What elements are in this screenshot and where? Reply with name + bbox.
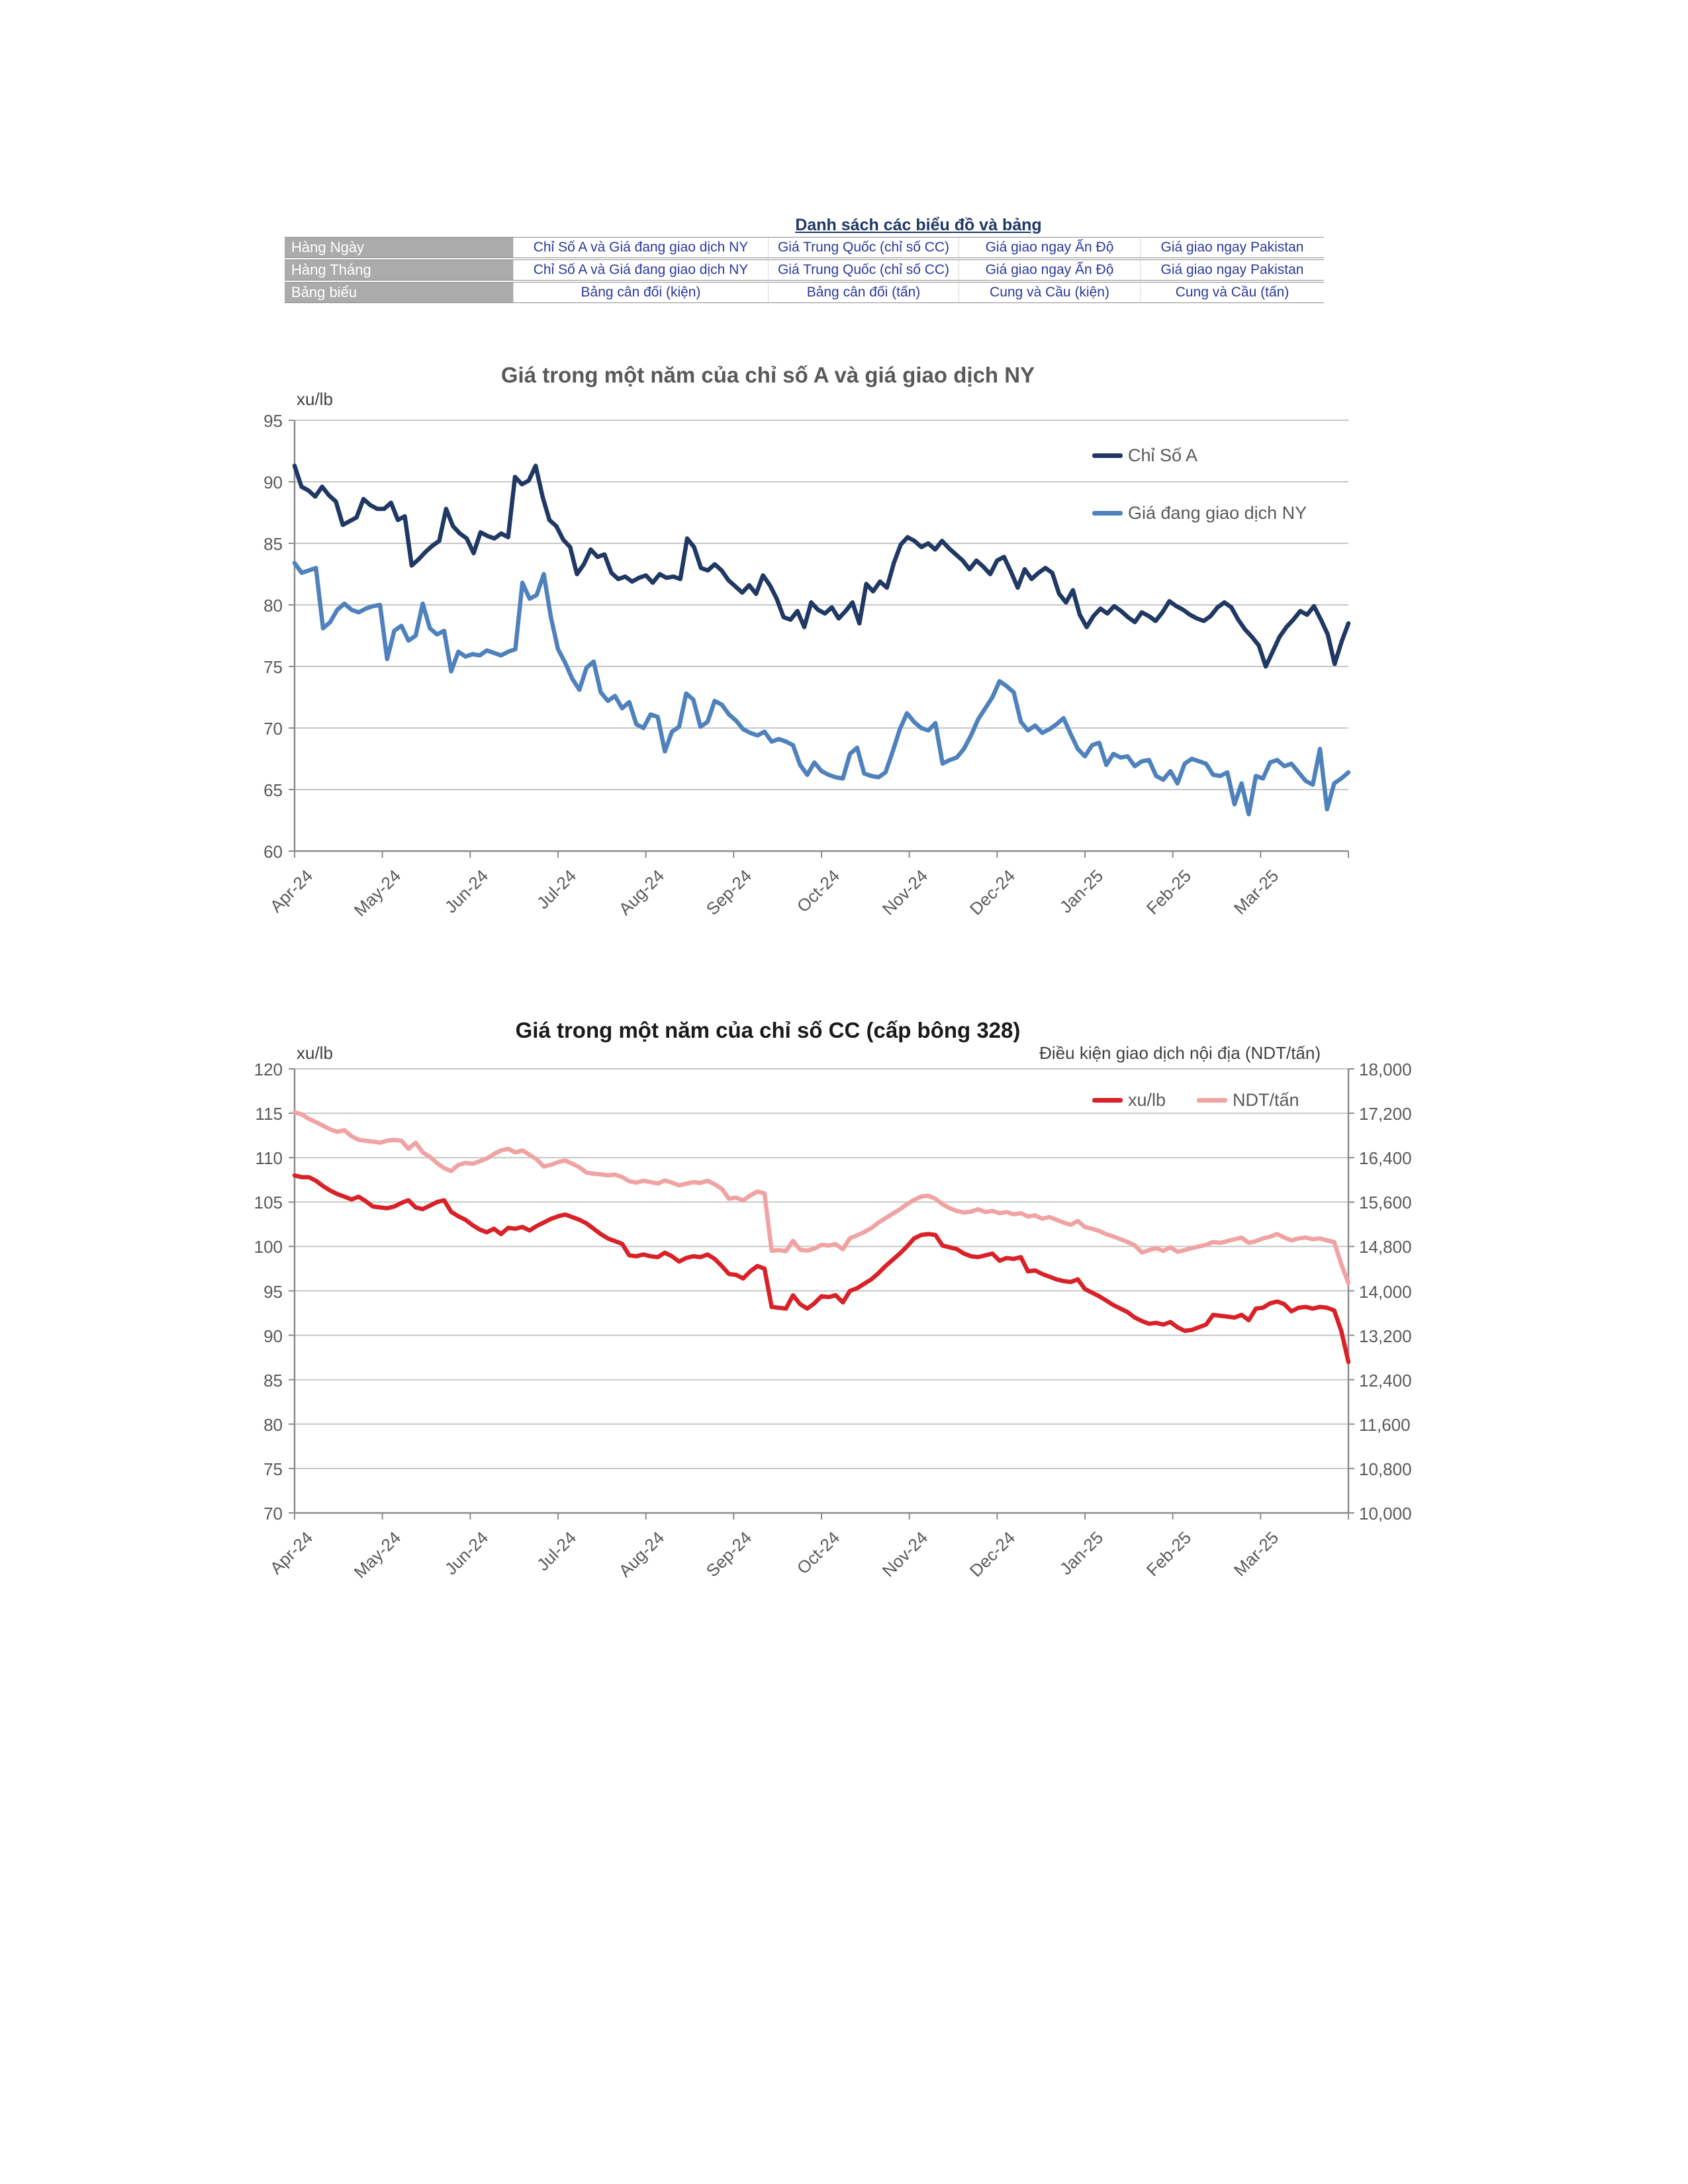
x-axis-tick-label: Jun-24 xyxy=(441,866,492,917)
y-axis-tick-label: 115 xyxy=(255,1104,283,1124)
right-y-axis-tick-label: 17,200 xyxy=(1359,1104,1412,1124)
chart2-svg xyxy=(295,1069,1348,1513)
x-axis-tick-label: Oct-24 xyxy=(792,1527,844,1578)
nav-link[interactable]: Giá giao ngay Ấn Độ xyxy=(959,238,1140,257)
y-axis-tick-label: 60 xyxy=(263,842,283,862)
nav-link[interactable]: Chỉ Số A và Giá đang giao dịch NY xyxy=(513,238,768,257)
right-y-axis-tick-label: 14,800 xyxy=(1359,1237,1412,1257)
x-axis-tick-label: May-24 xyxy=(350,866,404,921)
y-axis-tick-label: 90 xyxy=(263,473,283,492)
series-line-ndt-t-n xyxy=(295,1113,1348,1283)
right-y-axis-tick-label: 10,000 xyxy=(1359,1504,1412,1524)
y-axis-tick-label: 85 xyxy=(263,534,283,554)
x-axis-tick-label: Aug-24 xyxy=(614,866,668,919)
y-axis-tick-label: 80 xyxy=(263,1414,283,1435)
legend-item-gi-ang-giao-d-ch-ny xyxy=(1092,503,1307,523)
y-axis-tick-label: 120 xyxy=(254,1060,283,1079)
x-axis-tick-label: Oct-24 xyxy=(792,866,844,917)
y-axis-tick-label: 95 xyxy=(263,1281,283,1302)
y-axis-tick-label: 90 xyxy=(263,1326,283,1346)
y-axis-tick-label: 75 xyxy=(263,657,283,677)
right-y-axis-tick-label: 16,400 xyxy=(1359,1148,1412,1169)
y-axis-tick-label: 70 xyxy=(263,1504,283,1524)
nav-link[interactable]: Giá giao ngay Pakistan xyxy=(1140,238,1324,257)
y-axis-tick-label: 95 xyxy=(263,411,283,431)
nav-row-label: Hàng Tháng xyxy=(285,260,513,280)
x-axis-tick-label: Dec-24 xyxy=(966,1527,1019,1581)
x-axis-tick-label: Apr-24 xyxy=(265,866,317,917)
chart2-title: Giá trong một năm của chỉ số CC (cấp bông 328) xyxy=(515,1018,1021,1042)
right-y-axis-tick-label: 12,400 xyxy=(1359,1370,1412,1390)
right-y-axis-tick-label: 14,000 xyxy=(1359,1281,1412,1302)
x-axis-tick-label: Feb-25 xyxy=(1142,866,1195,919)
y-axis-tick-label: 85 xyxy=(263,1370,283,1390)
x-axis-tick-label: Sep-24 xyxy=(702,866,756,919)
nav-row-0 xyxy=(285,237,1324,258)
chart1-y-axis-unit: xu/lb xyxy=(297,389,333,409)
nav-table-title: Danh sách các biểu đồ và bảng xyxy=(795,216,1042,234)
x-axis-tick-label: May-24 xyxy=(350,1527,404,1582)
x-axis-tick-label: Jan-25 xyxy=(1055,866,1107,917)
right-y-axis-tick-label: 18,000 xyxy=(1359,1060,1412,1079)
nav-row-label: Hàng Ngày xyxy=(285,238,513,257)
x-axis-tick-label: Mar-25 xyxy=(1230,866,1283,919)
legend-label: Chỉ Số A xyxy=(1128,445,1198,465)
legend-line-icon xyxy=(1092,1098,1123,1103)
legend-item-xu-lb xyxy=(1092,1090,1166,1111)
nav-link[interactable]: Giá giao ngay Pakistan xyxy=(1140,260,1324,280)
x-axis-tick-label: Jul-24 xyxy=(532,1527,581,1575)
chart1-svg xyxy=(295,420,1348,851)
nav-link[interactable]: Giá Trung Quốc (chỉ số CC) xyxy=(768,260,959,280)
right-y-axis-tick-label: 15,600 xyxy=(1359,1193,1412,1213)
nav-link[interactable]: Chỉ Số A và Giá đang giao dịch NY xyxy=(513,260,768,280)
y-axis-tick-label: 75 xyxy=(263,1459,283,1479)
legend-item-ch-s-a xyxy=(1092,445,1197,466)
nav-link[interactable]: Cung và Cầu (tấn) xyxy=(1140,283,1324,302)
right-y-axis-tick-label: 10,800 xyxy=(1359,1459,1412,1479)
legend-line-icon xyxy=(1197,1098,1227,1103)
nav-link[interactable]: Giá Trung Quốc (chỉ số CC) xyxy=(768,238,959,257)
legend-label: NDT/tấn xyxy=(1233,1090,1299,1110)
legend-label: Giá đang giao dịch NY xyxy=(1128,503,1307,523)
nav-link[interactable]: Bảng cân đối (tấn) xyxy=(768,283,959,302)
chart1-plot-area xyxy=(263,411,1348,921)
x-axis-tick-label: Jul-24 xyxy=(532,866,581,913)
nav-link[interactable]: Giá giao ngay Ấn Độ xyxy=(959,260,1140,280)
series-line-gi-ang-giao-d-ch-ny xyxy=(295,563,1348,814)
nav-row-2 xyxy=(285,282,1324,303)
x-axis-tick-label: Nov-24 xyxy=(878,866,931,919)
nav-link[interactable]: Bảng cân đối (kiện) xyxy=(513,283,768,302)
y-axis-tick-label: 100 xyxy=(254,1237,283,1257)
chart2-plot-area xyxy=(254,1060,1412,1582)
right-y-axis-tick-label: 13,200 xyxy=(1359,1326,1412,1346)
x-axis-tick-label: Jun-24 xyxy=(441,1527,492,1579)
chart2-left-axis-unit: xu/lb xyxy=(297,1043,333,1063)
series-line-xu-lb xyxy=(295,1175,1348,1362)
y-axis-tick-label: 65 xyxy=(263,780,283,800)
legend-item-ndt-t-n xyxy=(1197,1090,1299,1111)
y-axis-tick-label: 110 xyxy=(255,1148,283,1169)
x-axis-tick-label: Jan-25 xyxy=(1055,1527,1107,1579)
legend-line-icon xyxy=(1092,511,1123,516)
chart1-title: Giá trong một năm của chỉ số A và giá giao dịch NY xyxy=(500,363,1035,387)
y-axis-tick-label: 105 xyxy=(254,1193,283,1213)
x-axis-tick-label: Dec-24 xyxy=(966,866,1019,919)
x-axis-tick-label: Nov-24 xyxy=(878,1527,931,1581)
chart2-right-axis-unit: Điều kiện giao dịch nội địa (NDT/tấn) xyxy=(1039,1043,1321,1063)
nav-table xyxy=(285,237,1324,304)
x-axis-tick-label: Mar-25 xyxy=(1230,1527,1283,1580)
y-axis-tick-label: 80 xyxy=(263,596,283,615)
right-y-axis-tick-label: 11,600 xyxy=(1359,1414,1411,1435)
nav-row-1 xyxy=(285,259,1324,281)
x-axis-tick-label: Aug-24 xyxy=(614,1527,668,1581)
x-axis-tick-label: Feb-25 xyxy=(1142,1527,1195,1580)
x-axis-tick-label: Sep-24 xyxy=(702,1527,756,1581)
nav-row-label: Bảng biểu xyxy=(285,283,513,302)
x-axis-tick-label: Apr-24 xyxy=(265,1527,317,1578)
y-axis-tick-label: 70 xyxy=(263,719,283,739)
legend-label: xu/lb xyxy=(1128,1090,1166,1110)
nav-link[interactable]: Cung và Cầu (kiện) xyxy=(959,283,1140,302)
legend-line-icon xyxy=(1092,453,1123,458)
series-line-ch-s-a xyxy=(295,466,1348,666)
